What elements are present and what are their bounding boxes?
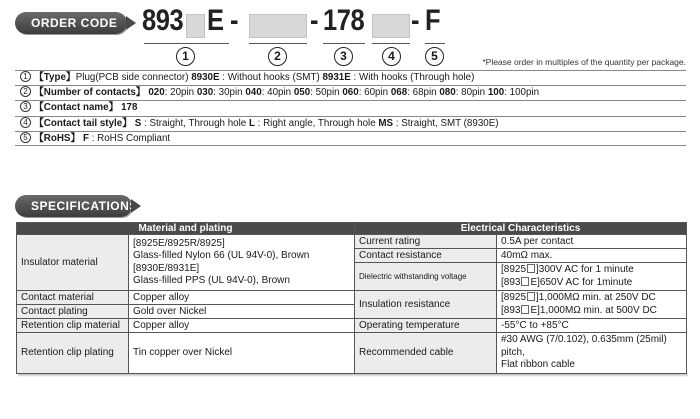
- electrical-header: Electrical Characteristics: [355, 223, 687, 235]
- code-dash-2: -: [310, 4, 319, 37]
- circle-4: 4: [382, 47, 401, 66]
- order-spec-lines: [15, 70, 686, 146]
- code-blank-3: [372, 14, 410, 38]
- retention-plating-value: Tin copper over Nickel: [129, 333, 355, 374]
- contacts-line: 2 【Number of contacts】 020: 20pin 030: 30pin 040: 40pin 050: 50pin 060: 60pin 068: 68pin 080: 80pin 100: 100pin: [15, 85, 686, 100]
- circle-1: 1: [176, 47, 195, 66]
- temp-value: -55°C to +85°C: [497, 319, 687, 333]
- contact-name-line: 3 【Contact name】 178: [15, 100, 686, 115]
- cable-value: #30 AWG (7/0.102), 0.635mm (25mil) pitch, Flat ribbon cable: [497, 333, 687, 374]
- insulator-value: [8925E/8925R/8925] Glass-filled Nylon 66 (UL 94V-0), Brown [8930E/8931E] Glass-filled PPS (UL 94V-0), Brown: [129, 235, 355, 291]
- circle-3: 3: [334, 47, 353, 66]
- material-header: Material and plating: [17, 223, 355, 235]
- code-blank-2: [249, 14, 307, 38]
- current-label: Current rating: [355, 235, 497, 249]
- current-value: 0.5A per contact: [497, 235, 687, 249]
- specifications-table: [16, 222, 687, 374]
- circle-5: 5: [425, 47, 444, 66]
- code-dash-3: -: [411, 4, 420, 37]
- specifications-heading: SPECIFICATIONS: [15, 195, 132, 217]
- code-contact: 178: [323, 4, 365, 37]
- temp-label: Operating temperature: [355, 319, 497, 333]
- code-blank-1: [186, 14, 205, 38]
- retention-material-label: Retention clip material: [17, 319, 129, 333]
- contact-material-value: Copper alloy: [129, 291, 355, 305]
- resistance-label: Contact resistance: [355, 249, 497, 263]
- contact-material-label: Contact material: [17, 291, 129, 305]
- code-dash-1: -: [230, 4, 239, 37]
- contact-plating-value: Gold over Nickel: [129, 305, 355, 319]
- tail-style-line: 4 【Contact tail style】 S : Straight, Through hole L : Right angle, Through hole MS : Straight, SMT (8930E): [15, 116, 686, 131]
- order-code-heading: ORDER CODE: [15, 12, 127, 34]
- code-prefix: 893: [142, 4, 184, 37]
- dielectric-value: [8925 ]300V AC for 1 minute [893 E]650V AC for 1minute: [497, 263, 687, 291]
- insulation-value: [8925 ]1,000MΩ min. at 250V DC [893 E]1,000MΩ min. at 500V DC: [497, 291, 687, 319]
- code-rohs: F: [425, 4, 441, 37]
- retention-material-value: Copper alloy: [129, 319, 355, 333]
- contact-plating-label: Contact plating: [17, 305, 129, 319]
- type-line: 1 【Type】Plug(PCB side connector) 8930E : Without hooks (SMT) 8931E : With hooks (Through hole): [15, 70, 686, 85]
- cable-label: Recommended cable: [355, 333, 497, 374]
- dielectric-label: Dielectric withstanding voltage: [355, 263, 497, 291]
- rohs-line: 5 【RoHS】 F : RoHS Compliant: [15, 131, 686, 146]
- code-e: E: [207, 4, 224, 37]
- retention-plating-label: Retention clip plating: [17, 333, 129, 374]
- insulator-label: Insulator material: [17, 235, 129, 291]
- insulation-label: Insulation resistance: [355, 291, 497, 319]
- resistance-value: 40mΩ max.: [497, 249, 687, 263]
- circle-2: 2: [268, 47, 287, 66]
- order-note: *Please order in multiples of the quantity per package.: [482, 57, 686, 67]
